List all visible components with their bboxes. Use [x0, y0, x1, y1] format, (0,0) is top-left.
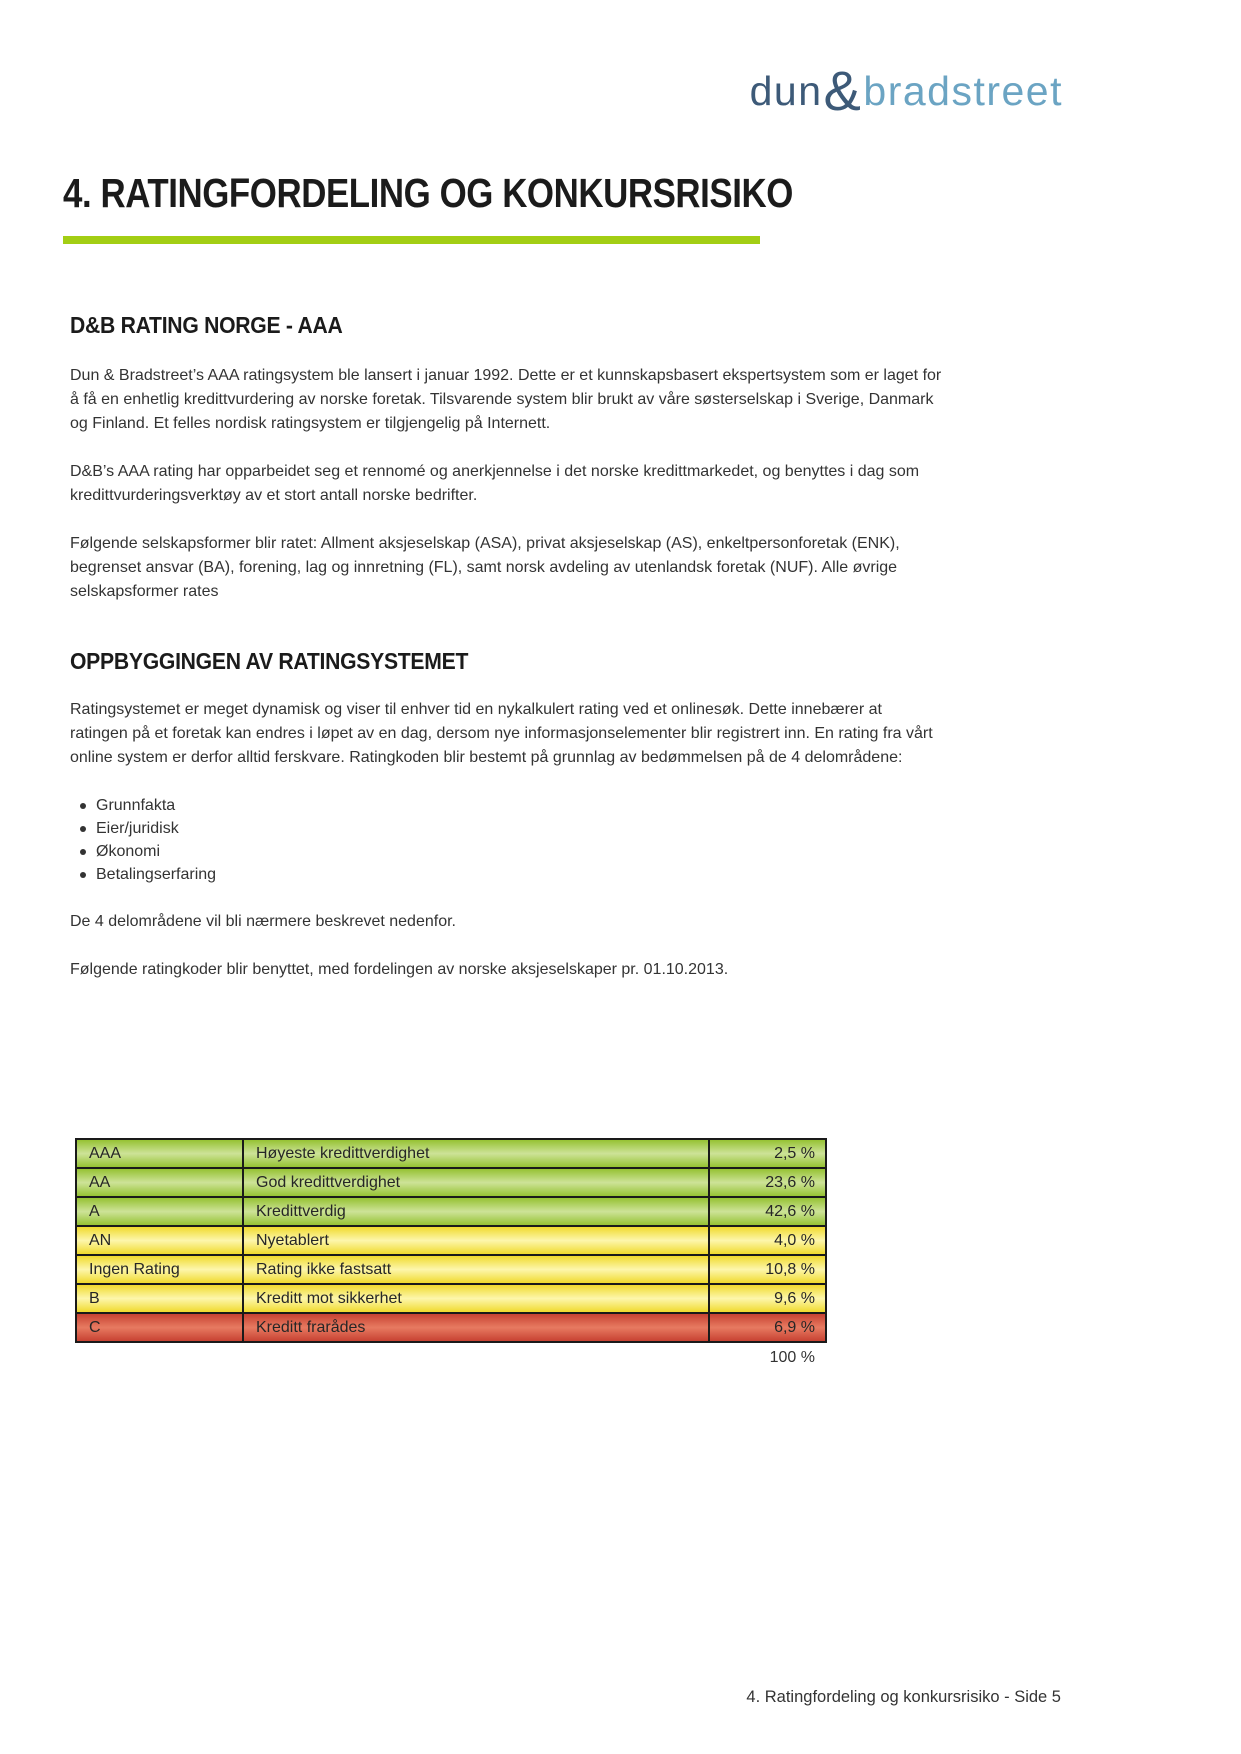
rating-code-cell: A: [76, 1197, 243, 1226]
rating-share-cell: 9,6 %: [709, 1284, 826, 1313]
page-title: 4. RATINGFORDELING OG KONKURSRISIKO: [63, 170, 793, 216]
rating-share-cell: 6,9 %: [709, 1313, 826, 1342]
section-db-rating-norge-body: [70, 364, 942, 628]
table-total: 100 %: [769, 1349, 815, 1366]
paragraph: Følgende ratingkoder blir benyttet, med fordelingen av norske aksjeselskaper pr. 01.10.2013.: [70, 961, 729, 978]
rating-share-cell: 10,8 %: [709, 1255, 826, 1284]
paragraph: D&B’s AAA rating har opparbeidet seg et rennomé og anerkjennelse i det norske kredittmarkedet, og benyttes i dag som kredittvurderingsverktøy av et stort antall norske bedrifter.: [70, 463, 920, 504]
list-item: Grunnfakta: [76, 794, 942, 817]
dun-bradstreet-logo: dun & bradstreet: [749, 59, 1063, 122]
rating-description-cell: Kreditt mot sikkerhet: [243, 1284, 709, 1313]
section-heading-oppbyggingen: OPPBYGGINGEN AV RATINGSYSTEMET: [70, 648, 469, 674]
rating-code-cell: B: [76, 1284, 243, 1313]
table-row: [76, 1139, 826, 1168]
rating-distribution-table: [75, 1138, 827, 1343]
section-oppbyggingen-body: [70, 698, 942, 1006]
rating-code-cell: AAA: [76, 1139, 243, 1168]
table-row: [76, 1313, 826, 1342]
rating-description-cell: God kredittverdighet: [243, 1168, 709, 1197]
rating-code-cell: AN: [76, 1226, 243, 1255]
list-item: Økonomi: [76, 840, 942, 863]
rating-description-cell: Kreditt frarådes: [243, 1313, 709, 1342]
rating-subareas-list: [76, 794, 942, 886]
title-accent-rule: [63, 236, 760, 244]
rating-share-cell: 4,0 %: [709, 1226, 826, 1255]
table-row: [76, 1226, 826, 1255]
rating-code-cell: C: [76, 1313, 243, 1342]
table-row: [76, 1168, 826, 1197]
list-item: Betalingserfaring: [76, 863, 942, 886]
rating-description-cell: Rating ikke fastsatt: [243, 1255, 709, 1284]
list-item: Eier/juridisk: [76, 817, 942, 840]
page-footer: 4. Ratingfordeling og konkursrisiko - Side 5: [746, 1688, 1061, 1706]
table-row: [76, 1284, 826, 1313]
paragraph: Dun & Bradstreet’s AAA ratingsystem ble lansert i januar 1992. Dette er et kunnskapsbasert ekspertsystem som er laget for å få en enhetlig kredittvurdering av norske foretak. Tilsvarende system blir brukt av våre søsterselskap i Sverige, Danmark og Finland. Et felles nordisk ratingsystem er tilgjengelig på Internett.: [70, 367, 942, 432]
rating-code-cell: AA: [76, 1168, 243, 1197]
logo-text-dun: dun: [749, 68, 823, 114]
table-row: [76, 1255, 826, 1284]
paragraph: Ratingsystemet er meget dynamisk og viser til enhver tid en nykalkulert rating ved et onlinesøk. Dette innebærer at ratingen på et foretak kan endres i løpet av en dag, dersom nye informasjonselementer blir registrert inn. En rating fra vårt online system er derfor alltid ferskvare. Ratingkoden blir bestemt på grunnlag av bedømmelsen på de 4 delområdene:: [70, 701, 933, 766]
section-heading-db-rating-norge: D&B RATING NORGE - AAA: [70, 312, 343, 338]
rating-share-cell: 23,6 %: [709, 1168, 826, 1197]
rating-description-cell: Nyetablert: [243, 1226, 709, 1255]
rating-description-cell: Høyeste kredittverdighet: [243, 1139, 709, 1168]
rating-share-cell: 42,6 %: [709, 1197, 826, 1226]
paragraph: Følgende selskapsformer blir ratet: Allment aksjeselskap (ASA), privat aksjeselskap (AS), enkeltpersonforetak (ENK), begrenset ansvar (BA), forening, lag og innretning (FL), samt norsk avdeling av utenlandsk foretak (NUF). Alle øvrige selskapsformer rates: [70, 535, 900, 600]
rating-description-cell: Kredittverdig: [243, 1197, 709, 1226]
paragraph: De 4 delområdene vil bli nærmere beskrevet nedenfor.: [70, 913, 456, 930]
table-row: [76, 1197, 826, 1226]
rating-code-cell: Ingen Rating: [76, 1255, 243, 1284]
logo-text-bradstreet: bradstreet: [863, 68, 1063, 114]
rating-share-cell: 2,5 %: [709, 1139, 826, 1168]
